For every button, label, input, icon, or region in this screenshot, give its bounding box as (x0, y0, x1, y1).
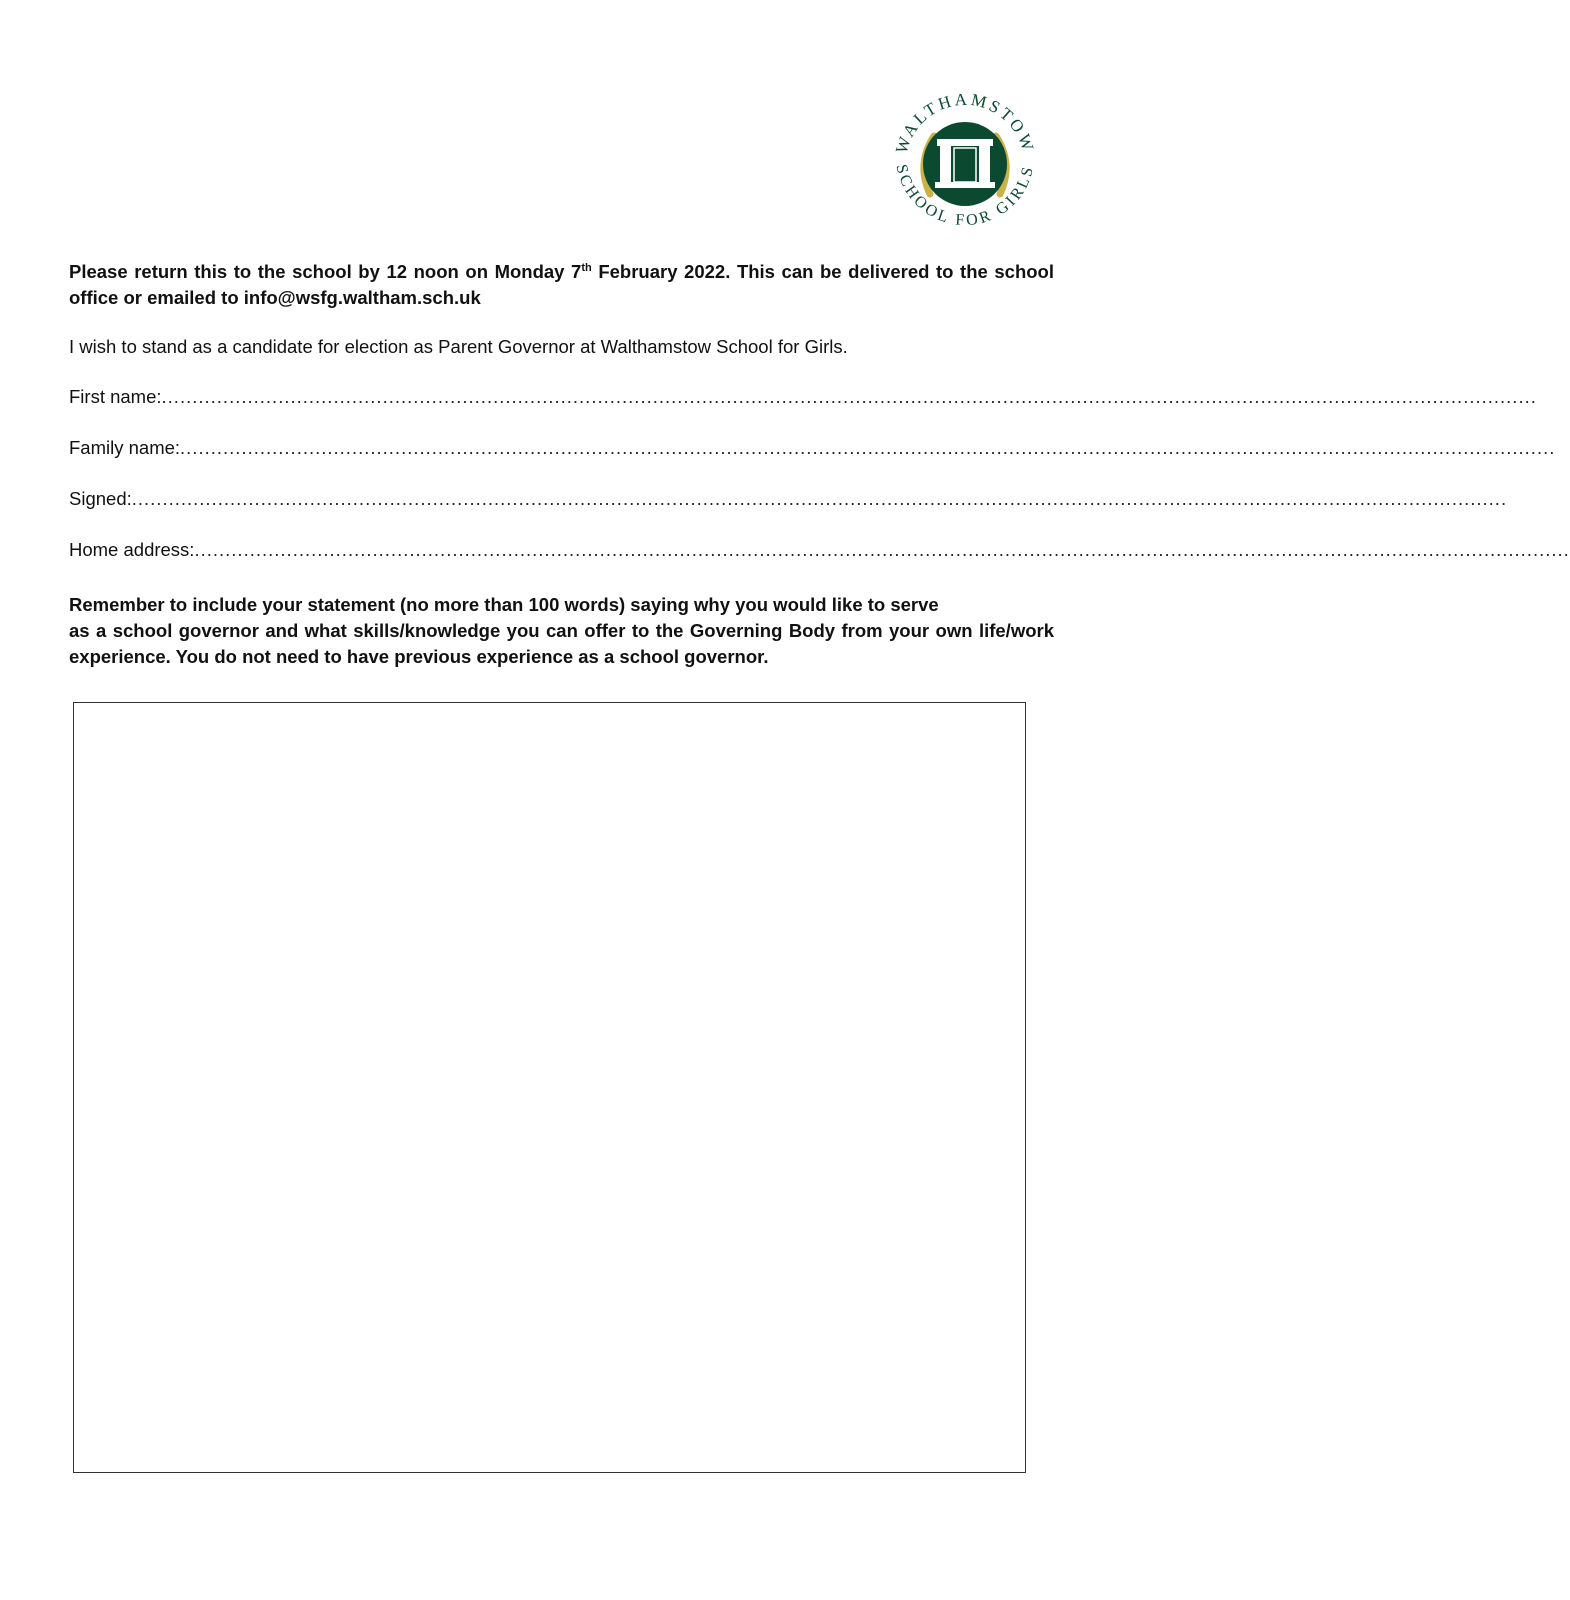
family-name-label: Family name: (69, 437, 181, 458)
signed-field[interactable] (69, 486, 1508, 512)
first-name-label: First name: (69, 386, 162, 407)
candidate-declaration: I wish to stand as a candidate for election as Parent Governor at Walthamstow School for Girls. (69, 336, 848, 357)
date-superscript: th (581, 261, 592, 274)
school-logo (876, 84, 1054, 232)
home-address-dotted-line[interactable]: ................................................................................................................................................................................................................................ (194, 539, 1570, 560)
return-instructions (69, 259, 1054, 311)
instructions-text: Please return this to the school by 12 noon on Monday 7 (69, 261, 582, 282)
svg-text:WALTHAMSTOW: WALTHAMSTOW (891, 89, 1039, 156)
svg-text:SCHOOL FOR GIRLS: SCHOOL FOR GIRLS (892, 162, 1038, 230)
statement-box[interactable] (73, 702, 1026, 1473)
first-name-field[interactable] (69, 384, 1537, 410)
signed-label: Signed: (69, 488, 132, 509)
instructions-text-continued: February 2022. This can be delivered to the school office or emailed to info@wsfg.waltham.sch.uk (69, 261, 1054, 308)
statement-note-line1: Remember to include your statement (no more than 100 words) saying why you would like to serve (69, 594, 939, 615)
family-name-field[interactable] (69, 435, 1556, 461)
first-name-dotted-line[interactable]: ................................................................................................................................................................................................................................ (161, 386, 1537, 407)
home-address-field[interactable] (69, 537, 1570, 563)
statement-note-line2: as a school governor and what skills/knowledge you can offer to the Governing Body from your own life/work experience. You do not need to have previous experience as a school governor. (69, 620, 1054, 667)
home-address-label: Home address: (69, 539, 195, 560)
signed-dotted-line[interactable]: ................................................................................................................................................................................................................................ (131, 488, 1508, 509)
family-name-dotted-line[interactable]: ................................................................................................................................................................................................................................ (180, 437, 1556, 458)
